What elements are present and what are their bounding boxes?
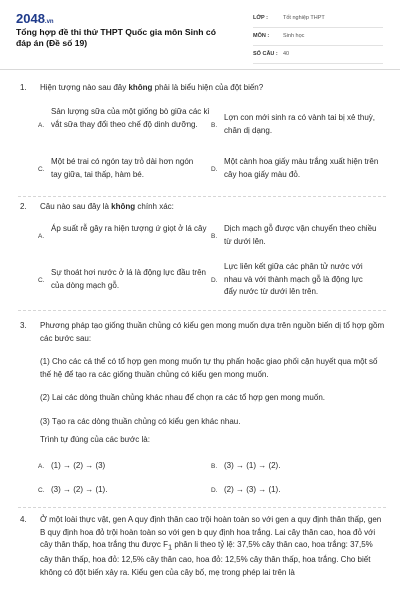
option-letter: D.	[211, 166, 218, 173]
question-step: (2) Lai các dòng thuần chủng khác nhau để chọn ra các tổ hợp gen mong muốn.	[40, 393, 325, 402]
question-step: (1) Cho các cá thể có tổ hợp gen mong muốn tự thụ phấn hoặc giao phối cận huyết qua một số thế hệ để tạo ra các giống thuần chủng có kiểu gen mong muốn.	[40, 357, 378, 379]
question-divider	[18, 507, 386, 508]
option-text: Lợn con mới sinh ra có vành tai bị xẻ thuỳ, chân dị dạng.	[224, 113, 376, 135]
question-text	[40, 514, 385, 579]
document-title: Tổng hợp đề thi thử THPT Quốc gia môn Sinh có đáp án (Đề số 19)	[16, 27, 216, 48]
question-number: 2.	[20, 202, 27, 211]
question-text-part: phải là biểu hiện của đột biến?	[152, 83, 264, 92]
question-text-part: Hiện tượng nào sau đây	[40, 83, 129, 92]
option-d[interactable]	[211, 484, 371, 497]
option-letter: C.	[38, 487, 45, 494]
option-b[interactable]	[211, 460, 371, 473]
option-letter: D.	[211, 487, 218, 494]
question-text-emphasis: không	[111, 202, 136, 211]
info-value: Tốt nghiệp THPT	[283, 15, 325, 21]
info-label: LỚP :	[253, 15, 268, 21]
question-text-part: Ở một loài thực vật, gen A quy định thân cao trội hoàn toàn so với gen a quy định thân thấp, gen B quy định hoa đỏ trội hoàn toàn so với gen b quy định hoa trắng. Lai cây thân cao, hoa đỏ với cây thân thấp, hoa trắng thu được F	[40, 515, 382, 549]
question-text	[40, 201, 385, 214]
option-letter: C.	[38, 277, 45, 284]
option-letter: B.	[211, 122, 218, 129]
info-label: SỐ CÂU :	[253, 51, 278, 57]
question-step: (3) Tạo ra các dòng thuần chủng có kiểu gen khác nhau.	[40, 417, 241, 426]
document-info	[253, 13, 383, 67]
option-letter: A.	[38, 233, 45, 240]
info-label: MÔN :	[253, 33, 270, 39]
option-letter: A.	[38, 463, 45, 470]
option-text: Sản lượng sữa của một giống bò giữa các kì vắt sữa thay đổi theo chế độ dinh dưỡng.	[51, 107, 210, 129]
question-2	[0, 201, 400, 311]
option-letter: B.	[211, 233, 218, 240]
logo-main: 2048	[16, 11, 45, 26]
option-letter: B.	[211, 463, 218, 470]
question-text-part: chính xác:	[135, 202, 174, 211]
option-text: Một cành hoa giấy màu trắng xuất hiện trên cây hoa giấy màu đỏ.	[224, 157, 379, 179]
option-text: Dịch mạch gỗ được vận chuyển theo chiều từ dưới lên.	[224, 224, 377, 246]
info-row-count	[253, 49, 383, 64]
option-text: (3) → (1) → (2).	[224, 461, 281, 470]
question-number: 3.	[20, 321, 27, 330]
site-logo[interactable]	[16, 11, 54, 26]
question-4	[0, 514, 400, 600]
question-text-part: Câu nào sau đây là	[40, 202, 112, 211]
option-text: Lực liên kết giữa các phân tử nước với nhau và với thành mạch gỗ là động lực đẩy nước từ dưới lên trên.	[224, 262, 363, 296]
question-text-emphasis: không	[128, 83, 153, 92]
question-step: Trình tự đúng của các bước là:	[40, 435, 150, 444]
question-number: 1.	[20, 83, 27, 92]
question-text	[40, 82, 385, 95]
info-value: Sinh học	[283, 33, 305, 39]
option-text: (2) → (3) → (1).	[224, 485, 281, 494]
question-divider	[18, 310, 386, 311]
option-c[interactable]	[38, 484, 198, 497]
question-1	[0, 82, 400, 192]
option-a[interactable]	[38, 460, 198, 473]
question-text: Phương pháp tạo giống thuần chủng có kiểu gen mong muốn dựa trên nguồn biến dị tổ hợp gồm các bước sau:	[40, 321, 385, 343]
question-number: 4.	[20, 515, 27, 524]
question-divider	[18, 196, 386, 197]
option-letter: C.	[38, 166, 45, 173]
option-letter: D.	[211, 277, 218, 284]
option-text: (3) → (2) → (1).	[51, 485, 108, 494]
logo-suffix: .vn	[44, 19, 54, 25]
option-text: Một bé trai có ngón tay trỏ dài hơn ngón tay giữa, tai thấp, hàm bé.	[51, 157, 194, 179]
option-text: (1) → (2) → (3)	[51, 461, 106, 470]
question-3	[0, 320, 400, 500]
info-row-class	[253, 13, 383, 28]
subscript: 1	[168, 542, 173, 552]
document-header	[0, 0, 400, 70]
question-text-part: phân li theo tỷ lệ: 37,5% cây thân cao, hoa trắng: 37,5% cây thân thấp, hoa đỏ: 12,5% cây thân cao, hoa đỏ: 12,5% cây thân thấp, hoa trắng. Cho biết không có đột biến xảy ra. Kiểu gen của cây bố, mẹ trong phép lai trên là	[40, 540, 373, 577]
info-row-subject	[253, 31, 383, 46]
info-value: 40	[283, 51, 290, 57]
option-text: Áp suất rễ gây ra hiện tượng ứ giọt ở lá cây	[51, 224, 207, 233]
option-letter: A.	[38, 122, 45, 129]
option-text: Sự thoát hơi nước ở lá là động lực đầu trên của dòng mạch gỗ.	[51, 268, 206, 290]
